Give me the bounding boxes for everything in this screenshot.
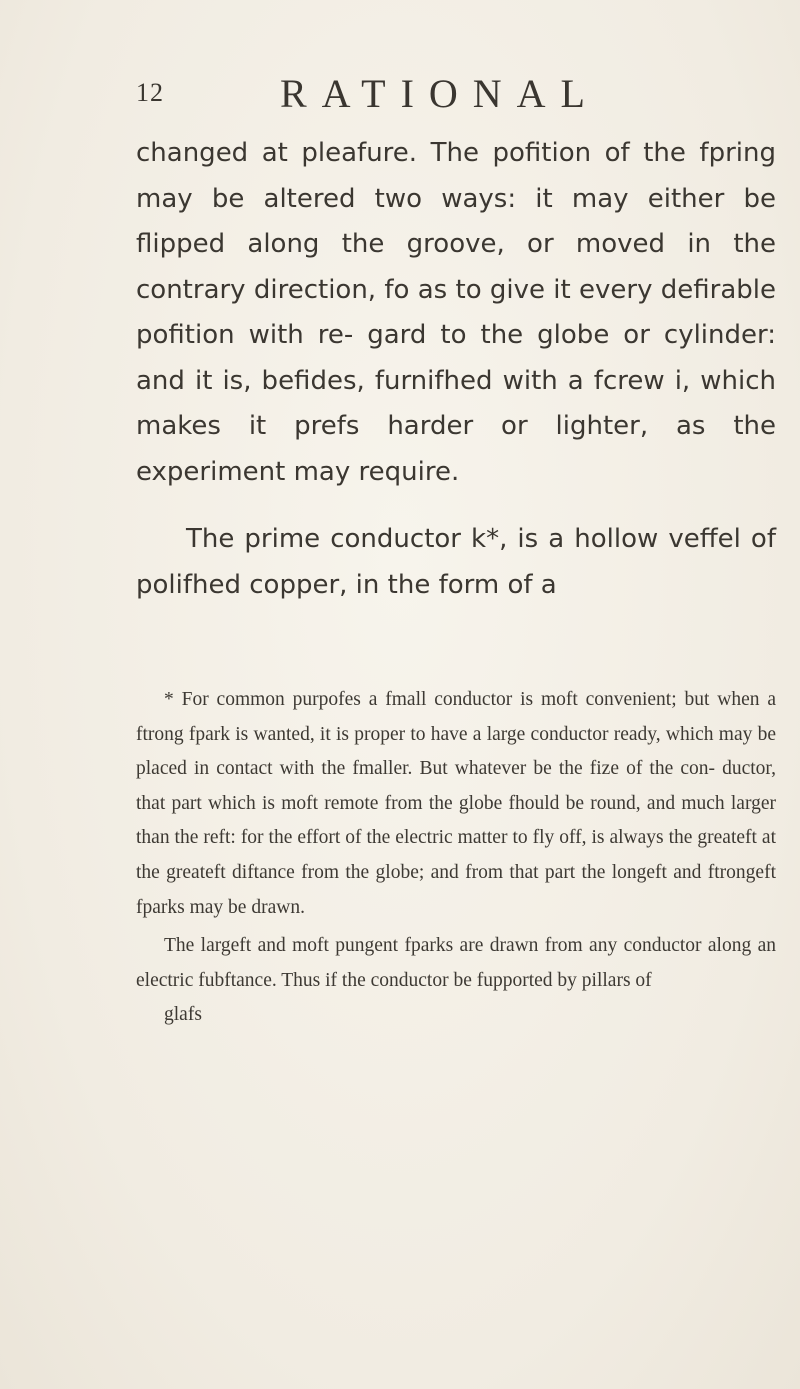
body-paragraph-1: changed at pleafure. The pofition of the fpring may be altered two ways: it may either be flipped along the groove, or moved in the contrary direction, fo as to give it every defirable pofition with re- gard to the globe or cylinder: and it is, befides, furnifhed with a fcrew i, which makes it prefs harder or lighter, as the experiment may require. [136, 138, 776, 487]
catchword: glafs [164, 1004, 202, 1026]
page-number: 12 [136, 78, 164, 107]
body-paragraph-2: The prime conductor k*, is a hollow veffel of polifhed copper, in the form of a [136, 524, 776, 600]
footnote-paragraph-1: * For common purpofes a fmall conductor is moft convenient; but when a ftrong fpark is wanted, it is proper to have a large conductor ready, which may be placed in contact with the fmaller. But whatever be the fize of the con- ductor, that part which is moft remote from the globe fhould be round, and much larger than the reft: for the effort of the electric matter to fly off, is always the greateft at the greateft diftance from the globe; and from that part the longeft and ftrongeft fparks may be drawn. [136, 689, 776, 918]
running-head: RATIONAL [280, 71, 600, 116]
page-header [0, 70, 800, 120]
main-text [136, 131, 776, 608]
footnote [136, 683, 776, 1033]
footnote-paragraph-2: The largeft and moft pungent fparks are drawn from any conductor along an electric fubftance. Thus if the conductor be fupported by pillars of [136, 935, 776, 991]
